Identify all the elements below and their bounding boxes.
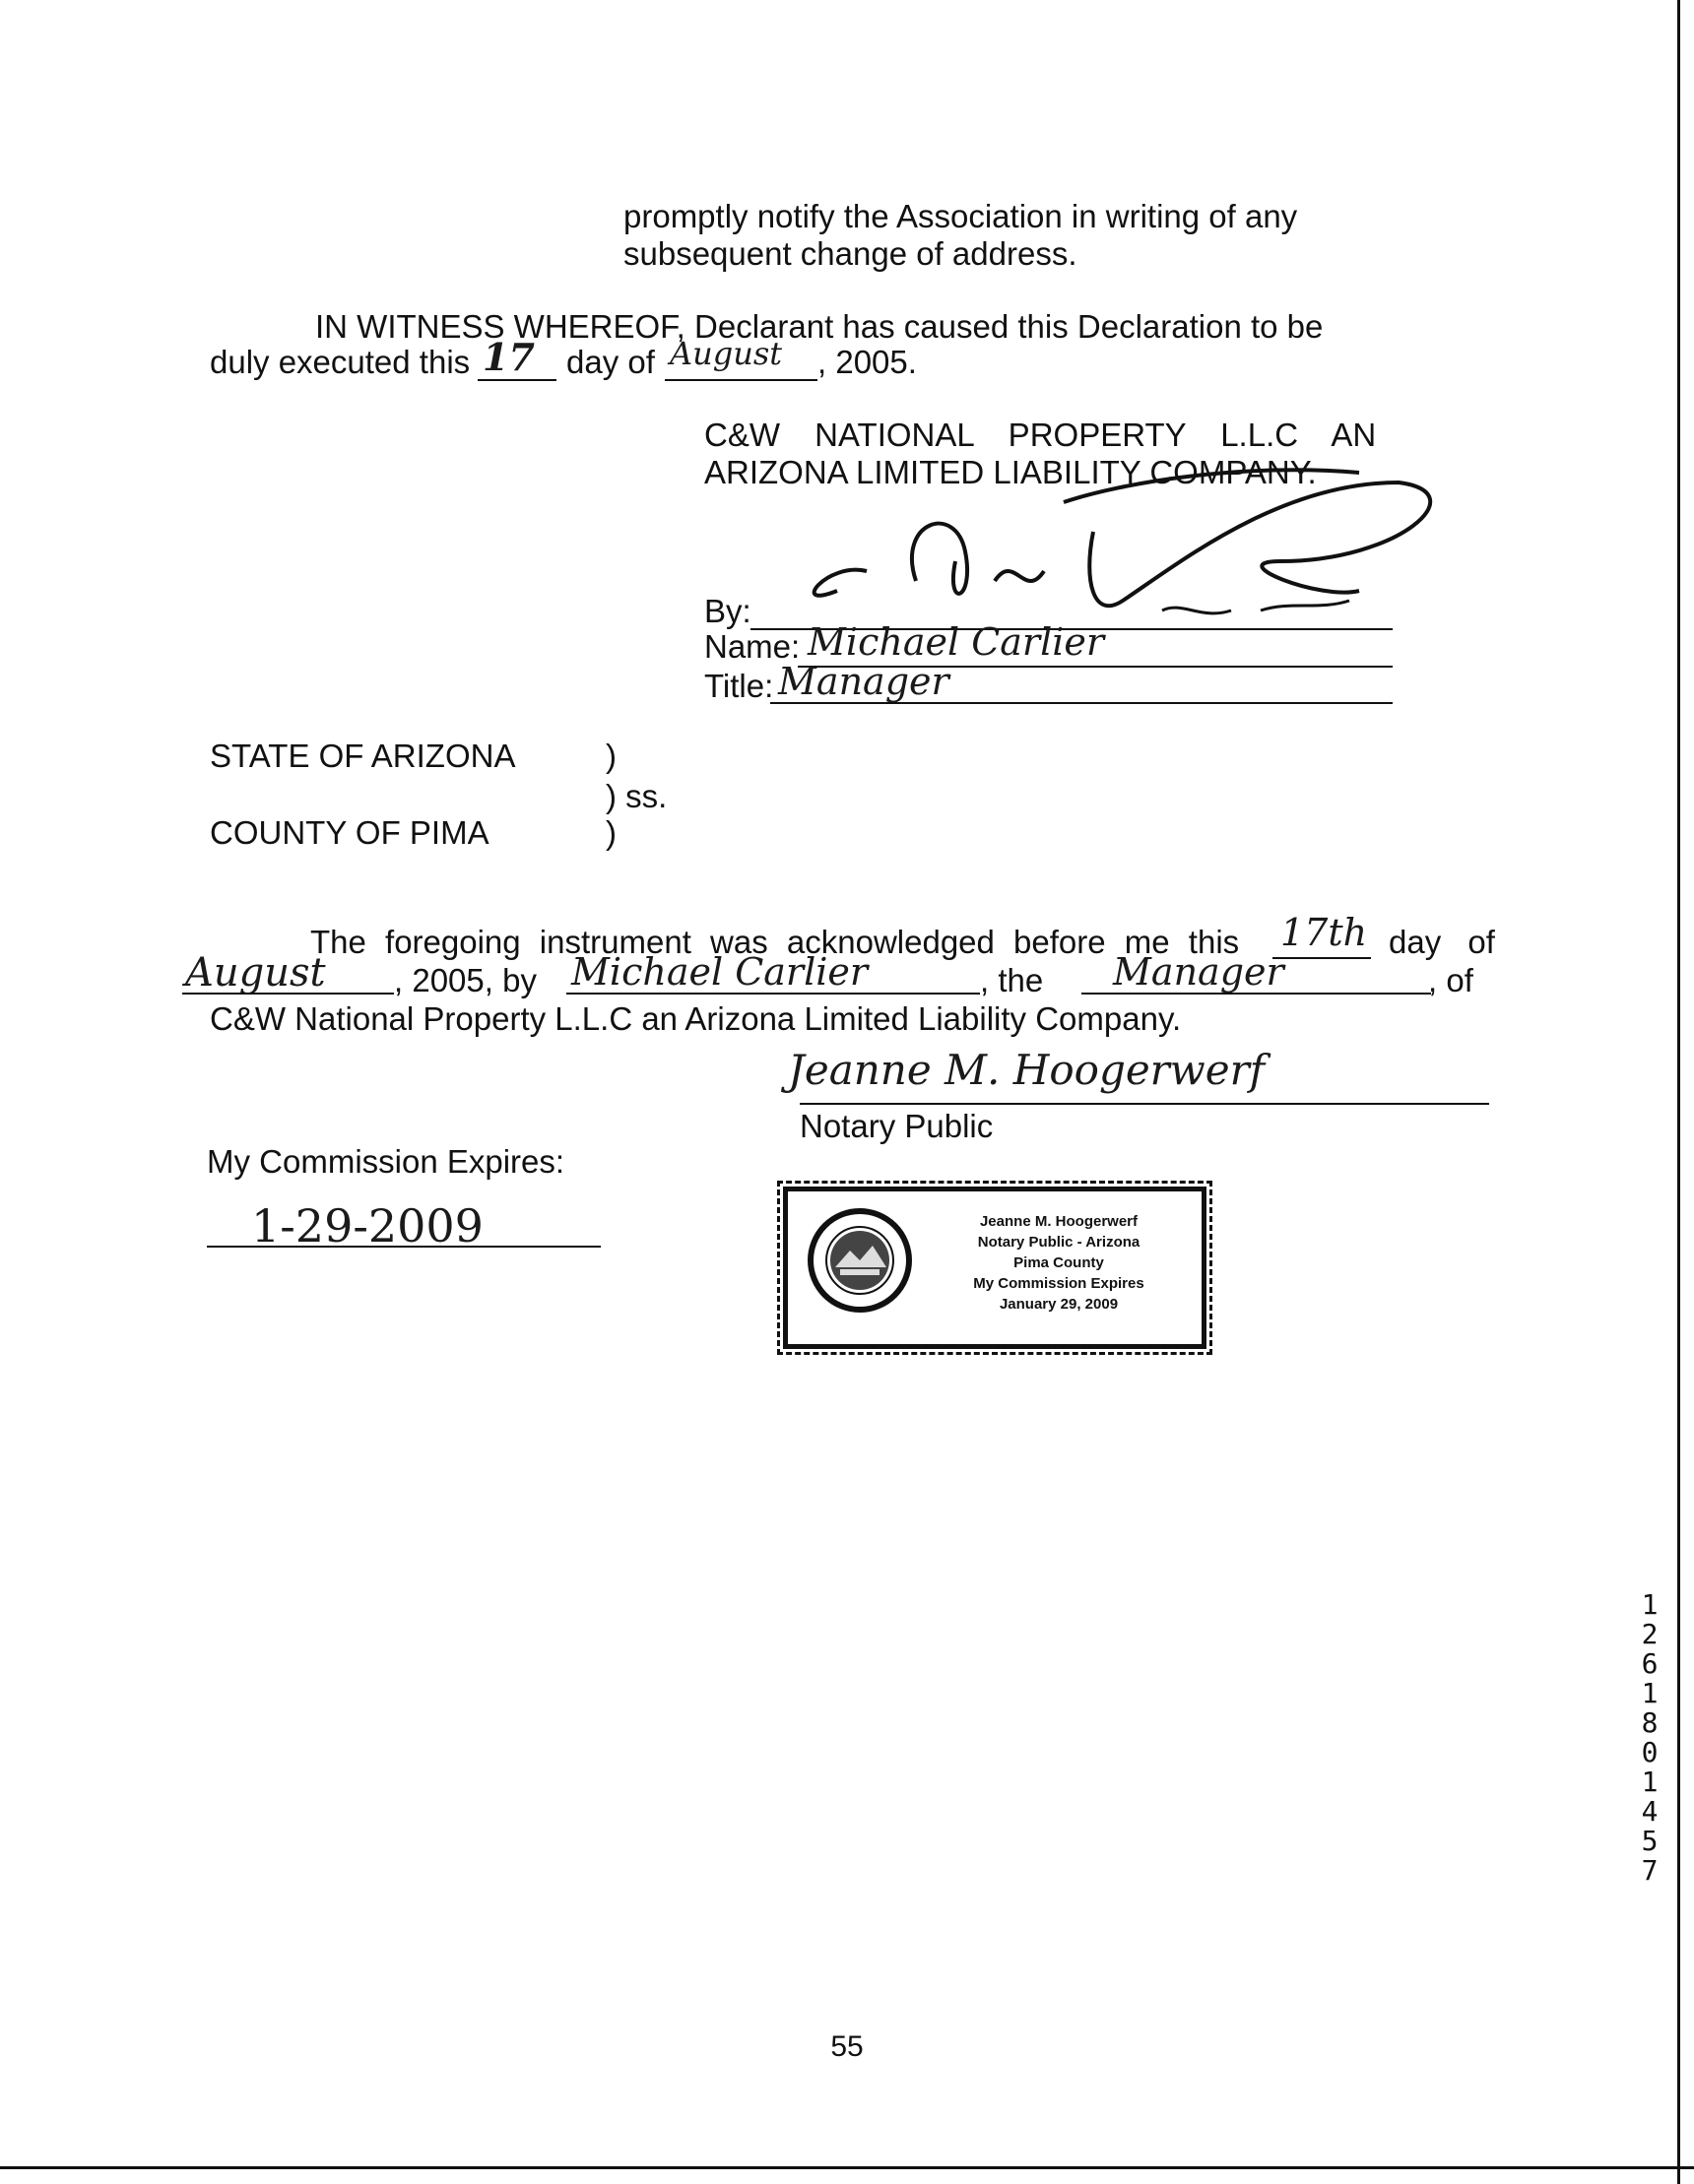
ack-line-3: C&W National Property L.L.C an Arizona Limited Liability Company. xyxy=(210,1000,1182,1037)
ack-name-line xyxy=(566,993,980,995)
title-line xyxy=(770,702,1393,704)
commission-date-line xyxy=(207,1246,601,1248)
ack-name-handwritten: Michael Carlier xyxy=(571,950,869,994)
continuation-line-2: subsequent change of address. xyxy=(623,235,1077,272)
state-seal-icon xyxy=(806,1206,914,1315)
stamp-line: January 29, 2009 xyxy=(999,1296,1119,1313)
stamp-line: My Commission Expires xyxy=(973,1275,1144,1292)
witness-line-2-prefix: duly executed this xyxy=(210,344,471,380)
ack-day-line xyxy=(1272,957,1371,959)
title-label: Title: xyxy=(704,668,774,704)
commission-date-handwritten: 1-29-2009 xyxy=(251,1199,484,1253)
ack-title-line xyxy=(1081,993,1431,995)
page-number: 55 xyxy=(830,2030,864,2063)
stamp-text-block xyxy=(921,1211,1197,1315)
ack-month-handwritten: August xyxy=(185,950,326,996)
ack-line-1-prefix: The foregoing instrument was acknowledged before me this xyxy=(310,924,1240,960)
ack-end: , of xyxy=(1428,962,1473,998)
ack-month-line xyxy=(182,993,394,995)
company-line-2: ARIZONA LIMITED LIABILITY COMPANY. xyxy=(704,454,1317,490)
ack-mid-1: , 2005, by xyxy=(394,962,537,998)
title-handwritten: Manager xyxy=(778,660,949,703)
name-handwritten: Michael Carlier xyxy=(808,620,1105,664)
recording-number: 12618 01457 xyxy=(1641,1588,1659,1887)
witness-day-handwritten: 17 xyxy=(483,335,535,379)
page-border-bottom xyxy=(0,2166,1694,2169)
paren-ss: ) ss. xyxy=(606,778,668,814)
notary-public-label: Notary Public xyxy=(800,1108,994,1144)
witness-line-1: IN WITNESS WHEREOF, Declarant has caused this Declaration to be xyxy=(315,308,1324,345)
witness-day-line xyxy=(478,379,556,381)
witness-mid: day of xyxy=(566,344,655,380)
ack-day-handwritten: 17th xyxy=(1280,911,1368,954)
company-line-1: C&W NATIONAL PROPERTY L.L.C AN xyxy=(704,417,1377,453)
state-label: STATE OF ARIZONA xyxy=(210,738,516,774)
continuation-line-1: promptly notify the Association in writing of any xyxy=(623,198,1298,234)
page-border-right xyxy=(1677,0,1680,2184)
stamp-line: Jeanne M. Hoogerwerf xyxy=(979,1213,1139,1230)
commission-label: My Commission Expires: xyxy=(207,1143,565,1180)
county-label: COUNTY OF PIMA xyxy=(210,814,489,851)
notary-signature-line xyxy=(800,1103,1489,1105)
by-label: By: xyxy=(704,593,751,629)
ack-title-handwritten: Manager xyxy=(1113,950,1284,994)
ack-mid-2: , the xyxy=(980,962,1044,998)
witness-month-handwritten: August xyxy=(670,335,783,372)
paren-1: ) xyxy=(606,738,617,774)
name-label: Name: xyxy=(704,628,801,665)
notary-stamp xyxy=(783,1187,1206,1349)
stamp-line: Notary Public - Arizona xyxy=(977,1234,1140,1251)
witness-year: , 2005. xyxy=(817,344,917,380)
ack-line-1-suffix: day of xyxy=(1389,924,1495,960)
stamp-line: Pima County xyxy=(1013,1254,1104,1271)
notary-signature: Jeanne M. Hoogerwerf xyxy=(788,1046,1266,1094)
witness-month-line xyxy=(665,379,817,381)
paren-3: ) xyxy=(606,814,617,851)
